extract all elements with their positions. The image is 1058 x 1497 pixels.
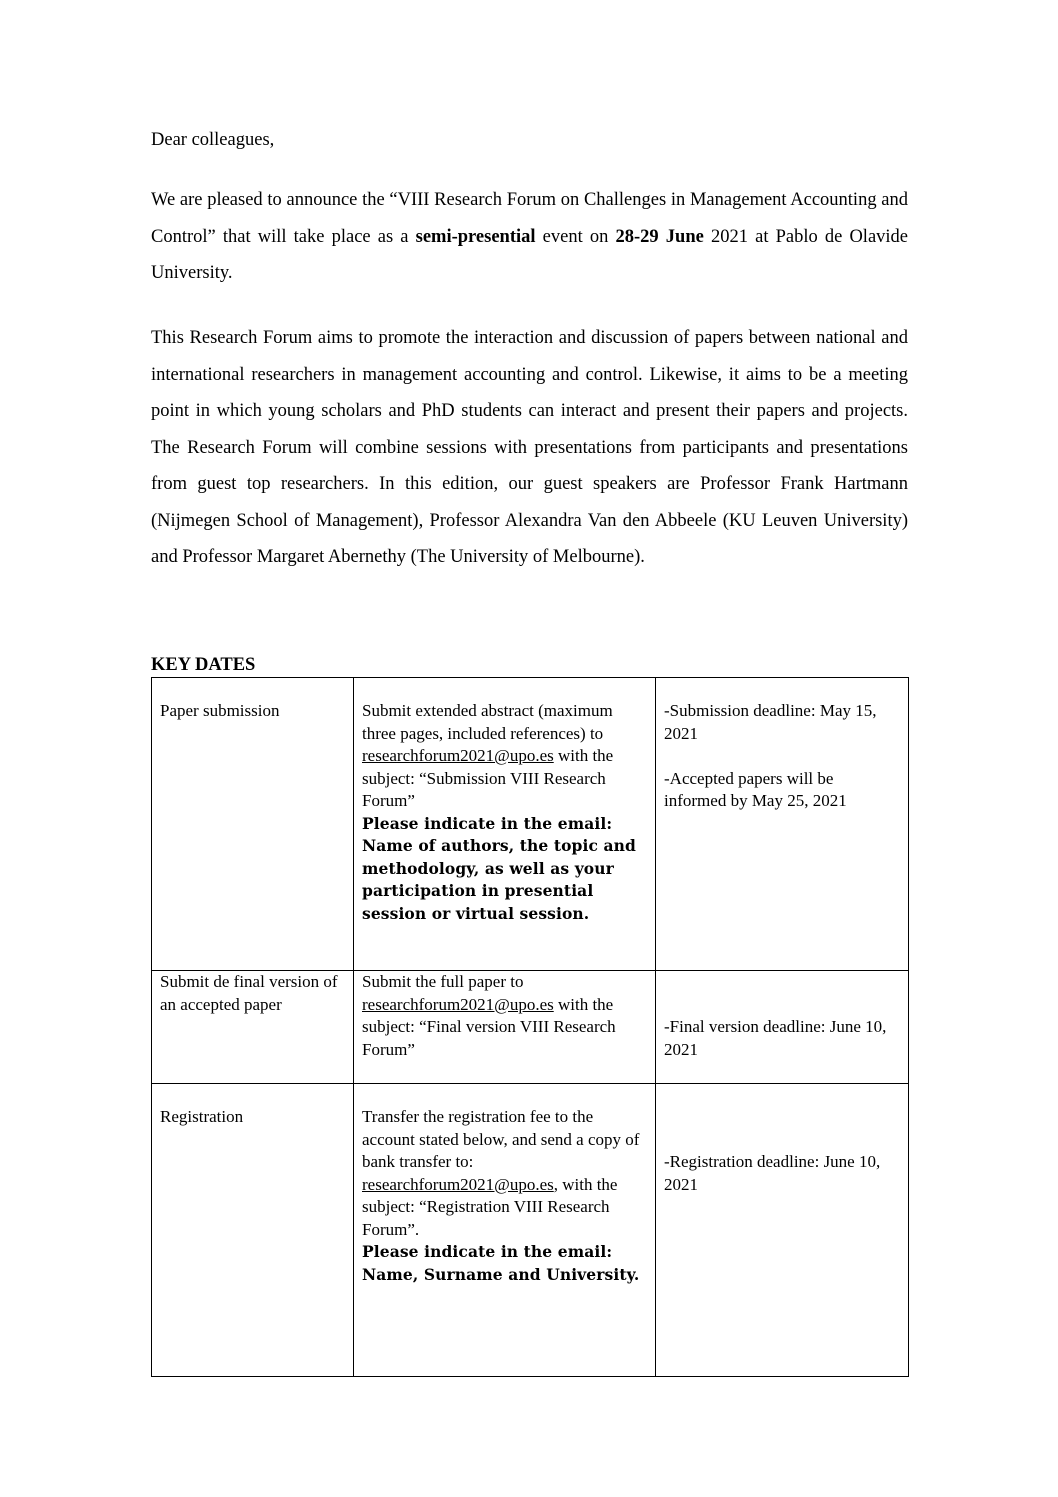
action-text: subject: “Registration VIII Research Forum”. [362,1197,610,1239]
stage-cell [152,1084,354,1377]
stage-label: Registration [160,1107,244,1126]
action-text: with the subject: “Submission VIII Research Forum” [362,746,614,810]
email-instructions: Please indicate in the email: Name of authors, the topic and methodology, as well as your participation in presential session or virtual session. [362,813,636,923]
action-text: Transfer the registration fee to the account stated below, and send a copy of bank transfer to: [362,1107,640,1171]
action-text: Submit the full paper to [362,972,524,991]
action-text: with the subject: “Final version VIII Research Forum” [362,994,616,1059]
intro-text-post: 2021 at Pablo de Olavide University. [151,226,909,283]
deadline-text: -Accepted papers will be informed by May 25, 2021 [664,768,847,810]
email-instructions: Please indicate in the email: Name, Surname and University. [362,1242,640,1284]
action-cell [354,971,656,1084]
table-row [152,1084,909,1377]
key-dates-table [151,677,909,1377]
deadline-text: -Final version deadline: June 10, 2021 [664,1017,887,1059]
stage-label: Submit de final version of an accepted paper [160,972,338,1014]
deadline-cell [656,678,909,971]
deadline-text: -Submission deadline: May 15, 2021 [664,701,877,743]
action-text: Submit extended abstract (maximum three pages, included references) to [362,701,613,743]
email-link[interactable]: researchforum2021@upo.es [362,1174,554,1194]
greeting: Dear colleagues, [151,130,275,150]
event-dates: 28-29 June [615,226,704,247]
action-cell [354,1084,656,1377]
stage-label: Paper submission [160,701,280,720]
deadline-cell [656,1084,909,1377]
stage-cell [152,971,354,1084]
stage-cell [152,678,354,971]
email-link[interactable]: researchforum2021@upo.es [362,994,554,1014]
intro-text-mid: event on [535,226,616,247]
intro-paragraph [151,182,908,292]
deadline-text: -Registration deadline: June 10, 2021 [664,1152,881,1194]
event-type: semi-presential [415,226,536,247]
body-paragraph: This Research Forum aims to promote the interaction and discussion of papers between national and international researchers in management accounting and control. Likewise, it aims to be a meeting point in which young scholars and PhD students can interact and present their papers and projects. The Research Forum will combine sessions with presentations from participants and presentations from guest top researchers. In this edition, our guest speakers are Professor Frank Hartmann (Nijmegen School of Management), Professor Alexandra Van den Abbeele (KU Leuven University) and Professor Margaret Abernethy (The University of Melbourne). [151,328,908,567]
email-link[interactable]: researchforum2021@upo.es [362,746,554,765]
deadline-cell [656,971,909,1084]
table-row [152,971,909,1084]
action-text: , with the [553,1174,618,1194]
action-cell [354,678,656,971]
table-row [152,678,909,971]
key-dates-title: KEY DATES [151,655,256,675]
intro-text-pre: We are pleased to announce the “VIII Research Forum on Challenges in Management Accounting and Control” that will take place as a [151,190,908,247]
